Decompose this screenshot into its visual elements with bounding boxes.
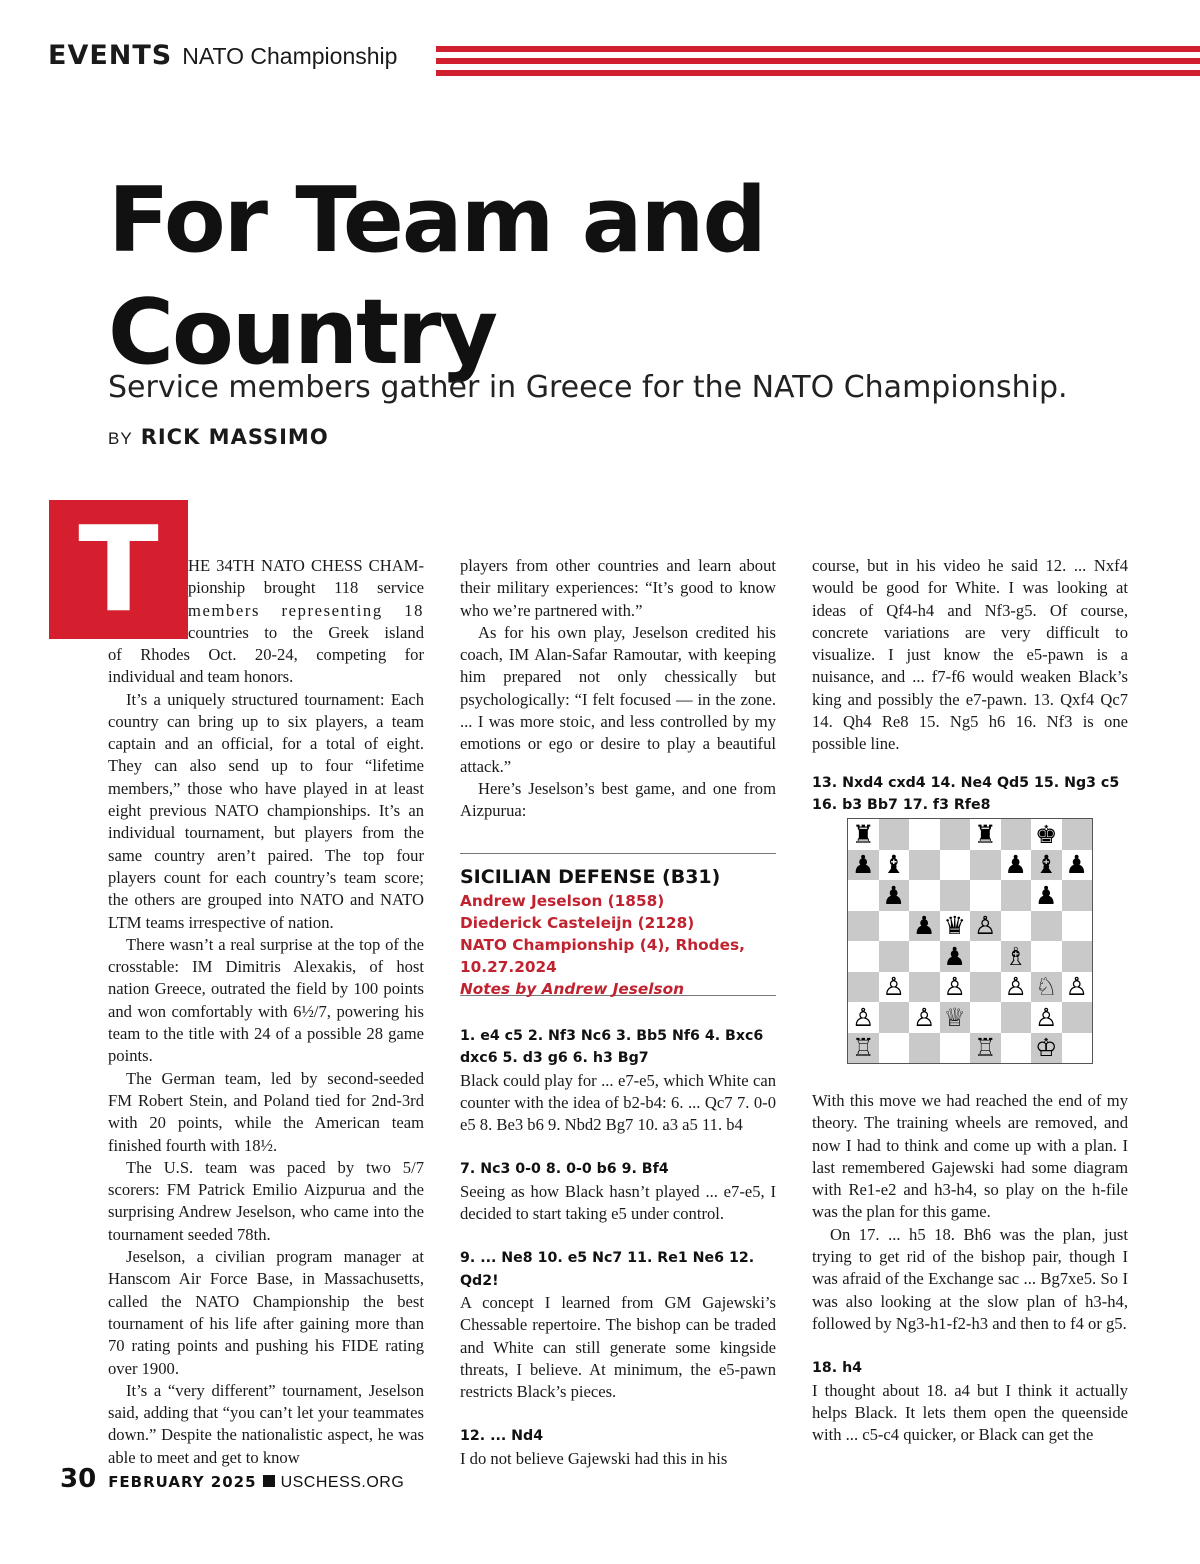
game-annotation-column-3 — [812, 555, 1128, 816]
board-square-g5 — [1031, 911, 1062, 942]
white-king-icon: ♔ — [1035, 1033, 1058, 1063]
board-square-a7 — [848, 850, 879, 881]
game-annotation-column-3-continued — [812, 1090, 1128, 1446]
board-square-e1 — [970, 1033, 1001, 1064]
black-king-icon: ♚ — [1035, 819, 1058, 849]
body-paragraph: It’s a uniquely structured tournament: Each country can bring up to six players, a team captain and an official, for a total of eight. They can also send up to four “lifetime members,” those who have played in at least eight previous NATO championships. It’s an individual tournament, but players from the same country aren’t paired. The top four players count for each country’s team score; the others are grouped into NATO and NATO LTM teams irrespective of nation. — [108, 689, 424, 932]
board-square-a1 — [848, 1033, 879, 1064]
board-square-f5 — [1001, 911, 1032, 942]
board-square-f8 — [1001, 819, 1032, 850]
separator-square-icon — [263, 1475, 275, 1487]
lead-paragraph-start — [188, 555, 424, 644]
game-white-player: Andrew Jeselson (1858) — [460, 892, 665, 910]
board-square-e5 — [970, 911, 1001, 942]
board-square-d6 — [940, 880, 971, 911]
game-date: 10.27.2024 — [460, 958, 557, 976]
game-event: NATO Championship (4), Rhodes, — [460, 936, 745, 954]
lead-paragraph-rest: of Rhodes Oct. 20-24, competing for individual and team honors. — [108, 645, 424, 687]
lead-line-3: members representing 18 — [188, 600, 424, 620]
board-square-d8 — [940, 819, 971, 850]
board-square-g4 — [1031, 941, 1062, 972]
move-sequence: 13. Nxd4 cxd4 14. Ne4 Qd5 15. Ng3 c5 16. b3 Bb7 17. f3 Rfe8 — [812, 774, 1120, 813]
black-pawn-icon: ♟ — [882, 880, 905, 910]
chess-diagram — [847, 818, 1093, 1064]
body-paragraph: There wasn’t a real surprise at the top of the crosstable: IM Dimitris Alexakis, of host nation Greece, outrated the field by 100 points and won comfortably with 6½/7, powering his team to the title with 24 of a possible 28 game points. — [108, 934, 424, 1066]
board-square-f1 — [1001, 1033, 1032, 1064]
board-square-e7 — [970, 850, 1001, 881]
annotation-text: With this move we had reached the end of my theory. The training wheels are removed, and now I had to think and come up with a plan. I last remembered Gajewski had some diagram with Re1-e2 and h3-h4, so play on the h-file was the plan for this game. — [812, 1091, 1128, 1222]
board-square-g6 — [1031, 880, 1062, 911]
board-square-g3 — [1031, 972, 1062, 1003]
white-knight-icon: ♘ — [1035, 972, 1058, 1002]
board-square-d4 — [940, 941, 971, 972]
move-sequence: 9. ... Ne8 10. e5 Nc7 11. Re1 Ne6 12. Qd2! — [460, 1250, 755, 1289]
board-square-a5 — [848, 911, 879, 942]
board-square-h1 — [1062, 1033, 1093, 1064]
annotation-text: Black could play for ... e7-e5, which White can counter with the idea of b2-b4: 6. ... Qc7 7. 0-0 e5 8. Be3 b6 9. Nbd2 Bg7 10. a3 a5 11. b4 — [460, 1070, 776, 1135]
board-square-h7 — [1062, 850, 1093, 881]
annotation-text: I thought about 18. a4 but I think it actually helps Black. It lets them open the queenside with ... c5-c4 quicker, or Black can get the — [812, 1380, 1128, 1445]
article-title — [108, 165, 1108, 389]
board-square-c2 — [909, 1002, 940, 1033]
white-pawn-icon: ♙ — [852, 1002, 875, 1032]
body-paragraph: Here’s Jeselson’s best game, and one from Aizpurua: — [460, 778, 776, 821]
board-square-a6 — [848, 880, 879, 911]
board-square-b8 — [879, 819, 910, 850]
game-annotation-column-2 — [460, 1025, 776, 1470]
board-square-g2 — [1031, 1002, 1062, 1033]
lead-line-2: pionship brought 118 service — [188, 578, 424, 598]
author-name: RICK MASSIMO — [140, 425, 329, 449]
board-square-g1 — [1031, 1033, 1062, 1064]
game-black-player: Diederick Casteleijn (2128) — [460, 914, 695, 932]
black-queen-icon: ♛ — [943, 911, 966, 941]
page-footer — [60, 1464, 404, 1504]
board-square-b6 — [879, 880, 910, 911]
board-square-f2 — [1001, 1002, 1032, 1033]
board-square-h3 — [1062, 972, 1093, 1003]
body-paragraph: players from other countries and learn about their military experiences: “It’s good to know who we’re partnered with.” — [460, 556, 776, 620]
drop-cap: T — [49, 500, 188, 639]
board-square-e6 — [970, 880, 1001, 911]
annotation-text: A concept I learned from GM Gajewski’s Chessable repertoire. The bishop can be traded and White can still generate some kingside threats, I believe. At minimum, the e5-pawn restricts Black’s pieces. — [460, 1292, 776, 1402]
black-rook-icon: ♜ — [974, 819, 997, 849]
white-bishop-icon: ♗ — [1004, 941, 1027, 971]
header-stripe-middle — [436, 58, 1200, 64]
board-square-b1 — [879, 1033, 910, 1064]
board-square-b2 — [879, 1002, 910, 1033]
black-pawn-icon: ♟ — [943, 941, 966, 971]
white-rook-icon: ♖ — [974, 1033, 997, 1063]
body-paragraph: As for his own play, Jeselson credited his coach, IM Alan-Safar Ramoutar, with keeping him prepared not only chessically but psychologically: “I felt focused — in the zone. ... I was more stoic, and less controlled by my emotions or ego or desire to play a beautiful attack.” — [460, 622, 776, 776]
board-square-e3 — [970, 972, 1001, 1003]
lead-line-4: countries to the Greek island — [188, 622, 424, 642]
game-opening-title: SICILIAN DEFENSE (B31) — [460, 866, 721, 888]
header-stripe-bottom — [436, 70, 1200, 76]
body-paragraph: Jeselson, a civilian program manager at Hanscom Air Force Base, in Massachusetts, called the NATO Championship the best tournament of his life after gaining more than 70 rating points and pushing his FIDE rating over 1900. — [108, 1247, 424, 1378]
white-pawn-icon: ♙ — [1004, 972, 1027, 1002]
lead-line-1: HE 34TH NATO CHESS CHAM- — [188, 556, 424, 575]
board-square-a8 — [848, 819, 879, 850]
board-square-d3 — [940, 972, 971, 1003]
board-square-d7 — [940, 850, 971, 881]
board-square-e4 — [970, 941, 1001, 972]
white-pawn-icon: ♙ — [913, 1002, 936, 1032]
board-square-f4 — [1001, 941, 1032, 972]
black-rook-icon: ♜ — [852, 819, 875, 849]
subsection-label: NATO Championship — [182, 43, 398, 69]
board-square-b4 — [879, 941, 910, 972]
move-sequence: 1. e4 c5 2. Nf3 Nc6 3. Bb5 Nf6 4. Bxc6 dxc6 5. d3 g6 6. h3 Bg7 — [460, 1028, 764, 1067]
move-sequence: 7. Nc3 0-0 8. 0-0 b6 9. Bf4 — [460, 1161, 669, 1178]
issue-date: FEBRUARY 2025 — [108, 1473, 257, 1491]
board-square-g7 — [1031, 850, 1062, 881]
white-pawn-icon: ♙ — [1065, 972, 1088, 1002]
black-pawn-icon: ♟ — [1004, 850, 1027, 880]
white-pawn-icon: ♙ — [974, 911, 997, 941]
black-pawn-icon: ♟ — [852, 850, 875, 880]
board-square-c8 — [909, 819, 940, 850]
title-line-1: For Team and — [108, 168, 765, 273]
section-header — [48, 40, 397, 76]
board-square-e2 — [970, 1002, 1001, 1033]
article-column-2 — [460, 555, 776, 823]
board-square-h8 — [1062, 819, 1093, 850]
byline — [108, 425, 329, 450]
board-square-c6 — [909, 880, 940, 911]
byline-prefix: BY — [108, 429, 133, 448]
board-square-d1 — [940, 1033, 971, 1064]
board-square-a2 — [848, 1002, 879, 1033]
board-square-h6 — [1062, 880, 1093, 911]
board-square-a3 — [848, 972, 879, 1003]
white-pawn-icon: ♙ — [1035, 1002, 1058, 1032]
board-square-d2 — [940, 1002, 971, 1033]
white-pawn-icon: ♙ — [943, 972, 966, 1002]
page-number: 30 — [60, 1464, 97, 1494]
article-column-1 — [108, 644, 424, 1469]
black-pawn-icon: ♟ — [913, 911, 936, 941]
annotation-text: Seeing as how Black hasn’t played ... e7-e5, I decided to start taking e5 under control. — [460, 1181, 776, 1224]
article-subtitle: Service members gather in Greece for the NATO Championship. — [108, 370, 1068, 405]
board-square-c5 — [909, 911, 940, 942]
board-square-b7 — [879, 850, 910, 881]
board-square-b5 — [879, 911, 910, 942]
board-square-b3 — [879, 972, 910, 1003]
board-square-h2 — [1062, 1002, 1093, 1033]
white-queen-icon: ♕ — [943, 1002, 966, 1032]
white-pawn-icon: ♙ — [882, 972, 905, 1002]
annotation-text: course, but in his video he said 12. ... Nxf4 would be good for White. I was looking at ideas of Qf4-h4 and Nf3-g5. Of course, concrete variations are very difficult to visualize. I just know the e5-pawn is a nuisance, and ... f7-f6 would weaken Black’s king and possibly the e7-pawn. 13. Qxf4 Qc7 14. Qh4 Re8 15. Ng5 h6 16. Nf3 is one possible line. — [812, 556, 1128, 754]
white-rook-icon: ♖ — [852, 1033, 875, 1063]
section-label: EVENTS — [48, 40, 173, 71]
annotation-text: I do not believe Gajewski had this in his — [460, 1448, 728, 1468]
title-line-2: Country — [108, 280, 497, 385]
body-paragraph: The U.S. team was paced by two 5/7 scorers: FM Patrick Emilio Aizpurua and the surprising Andrew Jeselson, who came into the tournament seeded 78th. — [108, 1157, 424, 1244]
board-square-f3 — [1001, 972, 1032, 1003]
annotation-text: On 17. ... h5 18. Bh6 was the plan, just trying to get rid of the bishop pair, though I was afraid of the Exchange sac ... Bg7xe5. So I was also looking at the slow plan of h3-h4, followed by Ng3-h1-f2-h3 and then to f4 or g5. — [812, 1224, 1128, 1333]
board-square-d5 — [940, 911, 971, 942]
black-bishop-icon: ♝ — [882, 850, 905, 880]
body-paragraph: The German team, led by second-seeded FM Robert Stein, and Poland tied for 2nd-3rd with 20 points, while the American team finished fourth with 18½. — [108, 1068, 424, 1155]
game-header-box — [460, 853, 776, 996]
body-paragraph: It’s a “very different” tournament, Jeselson said, adding that “you can’t let your teammates down.” Despite the nationalistic aspect, he was able to meet and get to know — [108, 1380, 424, 1467]
black-pawn-icon: ♟ — [1035, 880, 1058, 910]
black-bishop-icon: ♝ — [1035, 850, 1058, 880]
header-stripe-top — [436, 46, 1200, 52]
board-square-a4 — [848, 941, 879, 972]
black-pawn-icon: ♟ — [1065, 850, 1088, 880]
publication-site: USCHESS.ORG — [280, 1474, 405, 1491]
board-square-c1 — [909, 1033, 940, 1064]
board-square-h4 — [1062, 941, 1093, 972]
move-sequence: 18. h4 — [812, 1360, 863, 1377]
board-square-c7 — [909, 850, 940, 881]
board-square-f6 — [1001, 880, 1032, 911]
board-square-f7 — [1001, 850, 1032, 881]
board-square-e8 — [970, 819, 1001, 850]
game-annotator: Notes by Andrew Jeselson — [460, 980, 685, 998]
board-square-g8 — [1031, 819, 1062, 850]
board-square-c3 — [909, 972, 940, 1003]
board-square-c4 — [909, 941, 940, 972]
board-square-h5 — [1062, 911, 1093, 942]
move-sequence: 12. ... Nd4 — [460, 1428, 544, 1445]
